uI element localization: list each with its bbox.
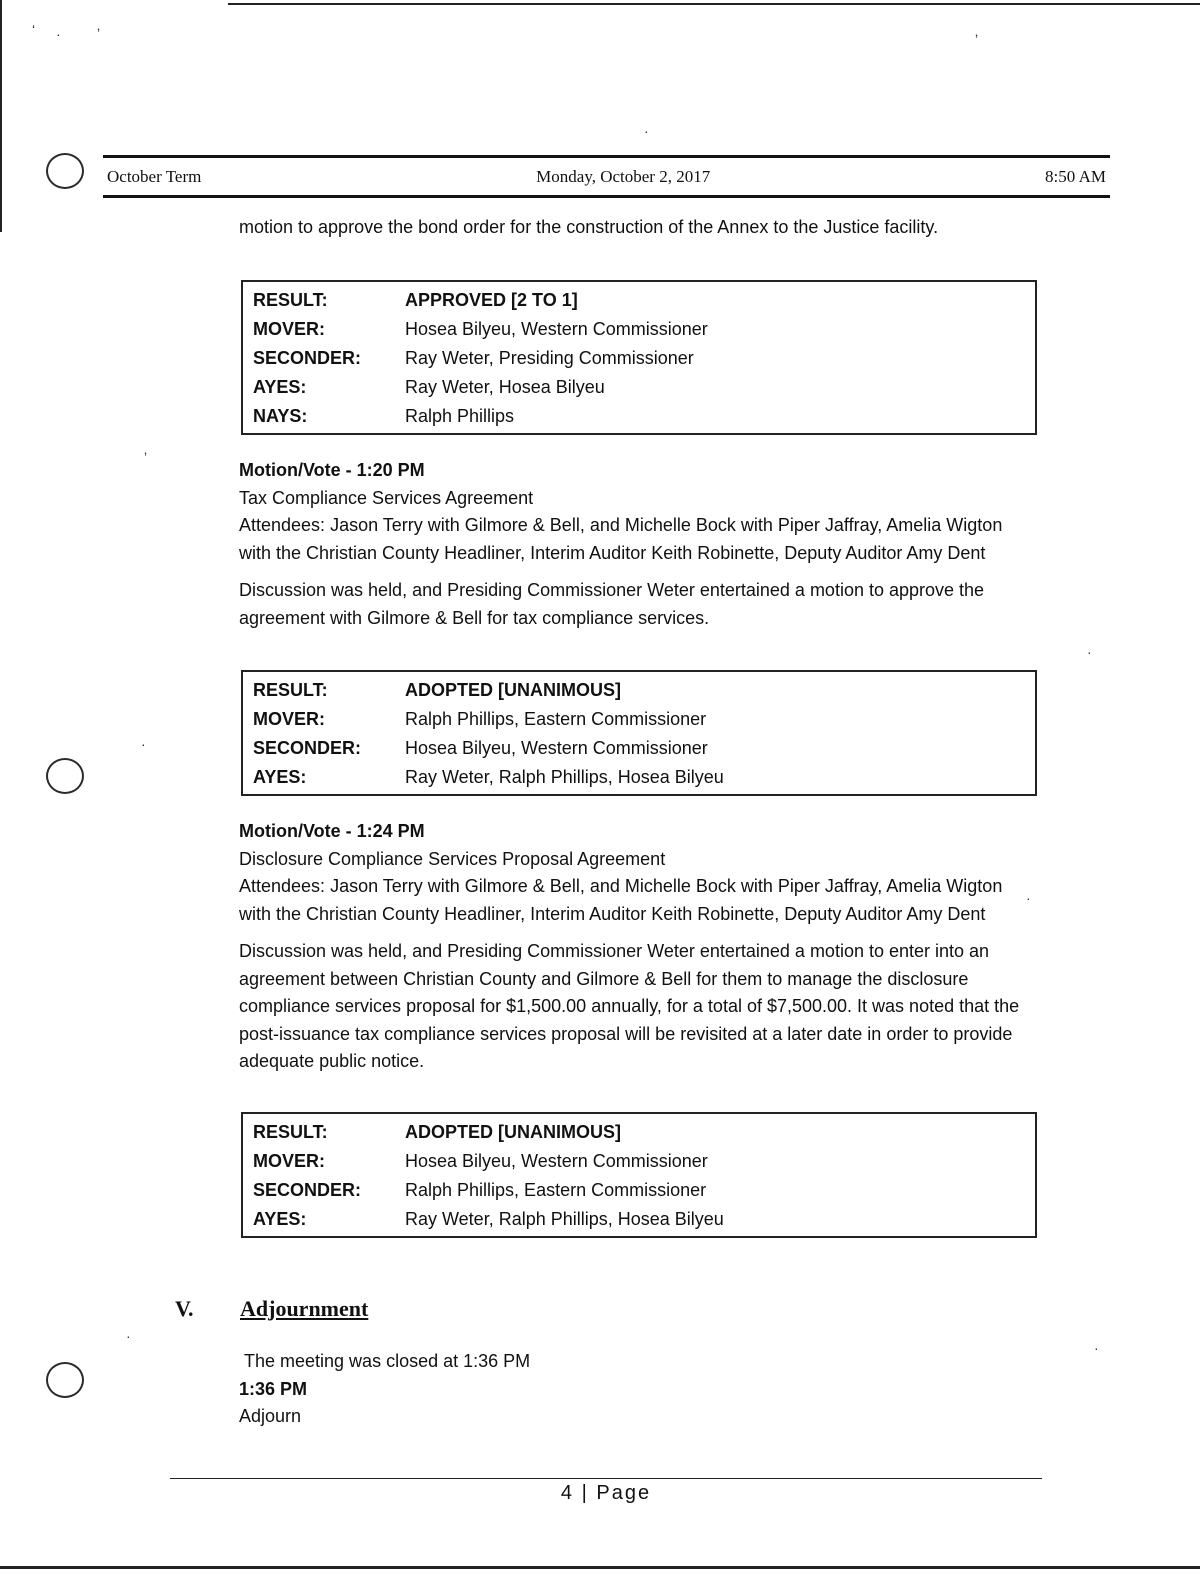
motion-title: Tax Compliance Services Agreement: [239, 487, 534, 508]
vote-key: SECONDER:: [253, 1180, 362, 1200]
vote-box-bond-order: [241, 280, 1037, 435]
adjournment-closed-text: The meeting was closed at 1:36 PM: [244, 1351, 531, 1371]
vote-value: ADOPTED [UNANIMOUS]: [405, 1122, 621, 1142]
scan-speck: ʻ: [32, 22, 36, 38]
vote-key: AYES:: [253, 767, 307, 787]
vote-value: APPROVED [2 TO 1]: [405, 290, 578, 310]
section-number: V.: [175, 1296, 194, 1321]
vote-key: MOVER:: [253, 1151, 325, 1171]
scan-edge-left: [0, 0, 2, 232]
vote-row-seconder: [253, 734, 1025, 763]
vote-key: AYES:: [253, 1209, 307, 1229]
vote-value: Ray Weter, Presiding Commissioner: [405, 348, 694, 368]
vote-value: Ray Weter, Ralph Phillips, Hosea Bilyeu: [405, 1209, 724, 1229]
scan-speck: ·: [1026, 890, 1031, 906]
vote-row-result: [253, 676, 1025, 705]
vote-row-seconder: [253, 344, 1025, 373]
adjournment-action: Adjourn: [239, 1406, 302, 1426]
scan-speck: ·: [56, 26, 61, 42]
header-date: Monday, October 2, 2017: [536, 166, 711, 186]
punch-hole: [46, 758, 84, 794]
vote-key: SECONDER:: [253, 738, 362, 758]
vote-key: MOVER:: [253, 319, 325, 339]
scan-speck: ·: [141, 736, 146, 752]
motion-title: Disclosure Compliance Services Proposal Agreement: [239, 848, 666, 869]
motion-heading: Motion/Vote - 1:20 PM: [239, 460, 425, 480]
vote-row-nays: [253, 402, 1025, 431]
scan-speck: ʼ: [144, 450, 148, 466]
adjournment-block: [239, 1348, 1039, 1431]
vote-value: Hosea Bilyeu, Western Commissioner: [405, 738, 708, 758]
punch-hole: [46, 1362, 84, 1398]
motion-heading: Motion/Vote - 1:24 PM: [239, 821, 425, 841]
scan-edge-top: [228, 3, 1200, 5]
vote-value: ADOPTED [UNANIMOUS]: [405, 680, 621, 700]
header-term: October Term: [107, 166, 202, 186]
scan-edge-bottom: [0, 1566, 1200, 1569]
vote-value: Hosea Bilyeu, Western Commissioner: [405, 319, 708, 339]
header-rule: [103, 195, 1110, 198]
vote-value: Ralph Phillips, Eastern Commissioner: [405, 709, 707, 729]
vote-key: RESULT:: [253, 680, 328, 700]
vote-row-ayes: [253, 373, 1025, 402]
vote-key: AYES:: [253, 377, 307, 397]
scan-speck: ·: [1094, 1340, 1099, 1356]
vote-row-seconder: [253, 1176, 1025, 1205]
header-time: 8:50 AM: [1045, 166, 1106, 186]
vote-key: NAYS:: [253, 406, 308, 426]
vote-key: RESULT:: [253, 290, 328, 310]
vote-row-ayes: [253, 1205, 1025, 1234]
footer-rule: [170, 1478, 1042, 1479]
vote-value: Ralph Phillips, Eastern Commissioner: [405, 1180, 707, 1200]
motion-tax-compliance: [239, 457, 1039, 632]
motion-discussion: Discussion was held, and Presiding Commissioner Weter entertained a motion to approve the agreement with Gilmore & Bell for tax compliance services.: [239, 580, 985, 628]
scan-speck: ʼ: [975, 32, 979, 48]
vote-value: Ray Weter, Hosea Bilyeu: [405, 377, 605, 397]
vote-box-disclosure-compliance: [241, 1112, 1037, 1238]
scan-speck: ·: [644, 123, 649, 139]
page-header: [103, 155, 1110, 198]
vote-row-mover: [253, 1147, 1025, 1176]
vote-row-ayes: [253, 763, 1025, 792]
scan-speck: ·: [1087, 644, 1092, 660]
scan-speck: ʼ: [97, 26, 101, 42]
vote-key: SECONDER:: [253, 348, 362, 368]
vote-row-mover: [253, 315, 1025, 344]
motion-attendees: Attendees: Jason Terry with Gilmore & Bell, and Michelle Bock with Piper Jaffray, Amelia Wigton with the Christian County Headliner, Interim Auditor Keith Robinette, Deputy Auditor Amy Dent: [239, 515, 1003, 563]
vote-key: RESULT:: [253, 1122, 328, 1142]
intro-paragraph: [239, 214, 1039, 242]
vote-row-result: [253, 1118, 1025, 1147]
page-number: 4 | Page: [560, 1482, 652, 1504]
vote-row-result: [253, 286, 1025, 315]
vote-value: Hosea Bilyeu, Western Commissioner: [405, 1151, 708, 1171]
punch-hole: [46, 153, 84, 189]
adjournment-time: 1:36 PM: [239, 1378, 308, 1399]
scan-speck: ·: [126, 1328, 131, 1344]
intro-text: motion to approve the bond order for the construction of the Annex to the Justice facility.: [239, 217, 939, 237]
vote-value: Ray Weter, Ralph Phillips, Hosea Bilyeu: [405, 767, 724, 787]
motion-discussion: Discussion was held, and Presiding Commissioner Weter entertained a motion to enter into an agreement between Christian County and Gilmore & Bell for them to manage the disclosure compliance services proposal for $1,500.00 annually, for a total of $7,500.00. It was noted that the post-issuance tax compliance services proposal will be revisited at a later date in order to provide adequate public notice.: [239, 941, 1020, 1071]
vote-box-tax-compliance: [241, 670, 1037, 796]
vote-key: MOVER:: [253, 709, 325, 729]
motion-attendees: Attendees: Jason Terry with Gilmore & Bell, and Michelle Bock with Piper Jaffray, Amelia Wigton with the Christian County Headliner, Interim Auditor Keith Robinette, Deputy Auditor Amy Dent: [239, 876, 1003, 924]
vote-row-mover: [253, 705, 1025, 734]
vote-value: Ralph Phillips: [405, 406, 515, 426]
section-title: Adjournment: [240, 1296, 369, 1321]
motion-disclosure-compliance: [239, 818, 1039, 1076]
